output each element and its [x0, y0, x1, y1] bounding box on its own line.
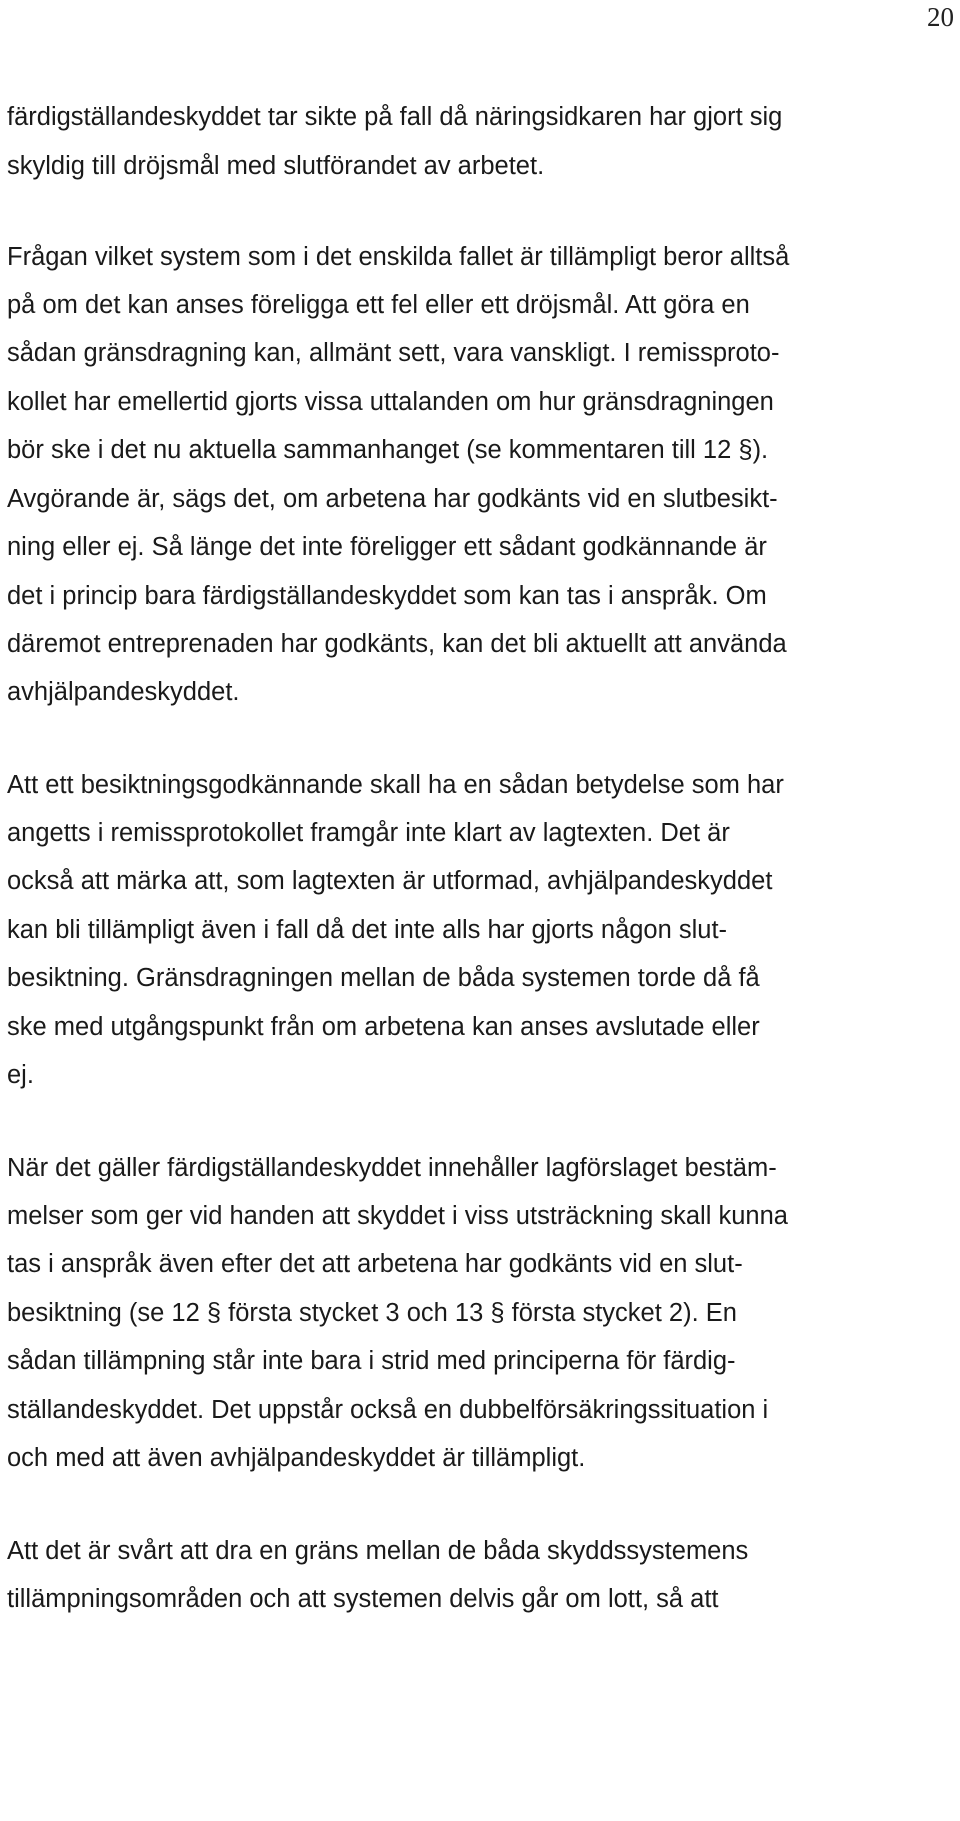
text-line: När det gäller färdigställandeskyddet innehåller lagförslaget bestäm- — [7, 1154, 777, 1182]
text-line: på om det kan anses föreligga ett fel eller ett dröjsmål. Att göra en — [7, 291, 750, 319]
text-line: ske med utgångspunkt från om arbetena kan anses avslutade eller — [7, 1013, 760, 1041]
text-line: kan bli tillämpligt även i fall då det inte alls har gjorts någon slut- — [7, 916, 728, 944]
text-line: besiktning (se 12 § första stycket 3 och 13 § första stycket 2). En — [7, 1299, 737, 1327]
text-line: ställandeskyddet. Det uppstår också en dubbelförsäkringssituation i — [7, 1396, 769, 1424]
text-line: melser som ger vid handen att skyddet i viss utsträckning skall kunna — [7, 1202, 788, 1230]
text-line: sådan gränsdragning kan, allmänt sett, vara vanskligt. I remissproto- — [7, 339, 780, 367]
text-line: besiktning. Gränsdragningen mellan de båda systemen torde då få — [7, 964, 760, 992]
page-number: 20 — [927, 2, 954, 32]
text-line: Frågan vilket system som i det enskilda fallet är tillämpligt beror alltså — [7, 243, 790, 271]
text-line: ej. — [7, 1061, 34, 1089]
text-line: angetts i remissprotokollet framgår inte klart av lagtexten. Det är — [7, 819, 730, 847]
text-line: färdigställandeskyddet tar sikte på fall då näringsidkaren har gjort sig — [7, 103, 783, 131]
text-line: avhjälpandeskyddet. — [7, 678, 240, 706]
text-line: tas i anspråk även efter det att arbetena har godkänts vid en slut- — [7, 1250, 743, 1278]
text-line: ning eller ej. Så länge det inte föreligger ett sådant godkännande är — [7, 533, 767, 561]
text-line: sådan tillämpning står inte bara i strid med principerna för färdig- — [7, 1347, 736, 1375]
text-line: bör ske i det nu aktuella sammanhanget (se kommentaren till 12 §). — [7, 436, 769, 464]
text-line: också att märka att, som lagtexten är utformad, avhjälpandeskyddet — [7, 867, 773, 895]
text-line: Att det är svårt att dra en gräns mellan de båda skyddssystemens — [7, 1537, 749, 1565]
text-line: det i princip bara färdigställandeskyddet som kan tas i anspråk. Om — [7, 582, 767, 610]
text-line: tillämpningsområden och att systemen delvis går om lott, så att — [7, 1585, 719, 1613]
text-line: Att ett besiktningsgodkännande skall ha en sådan betydelse som har — [7, 771, 784, 799]
text-line: Avgörande är, sägs det, om arbetena har godkänts vid en slutbesikt- — [7, 485, 778, 513]
text-line: och med att även avhjälpandeskyddet är tillämpligt. — [7, 1444, 586, 1472]
text-line: däremot entreprenaden har godkänts, kan det bli aktuellt att använda — [7, 630, 787, 658]
text-line: kollet har emellertid gjorts vissa uttalanden om hur gränsdragningen — [7, 388, 774, 416]
text-line: skyldig till dröjsmål med slutförandet av arbetet. — [7, 152, 545, 180]
